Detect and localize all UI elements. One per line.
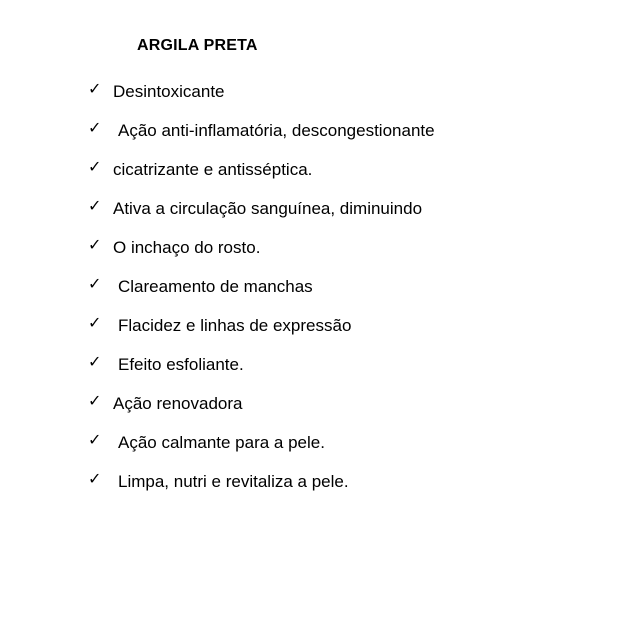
checkmark-icon: ✓	[88, 273, 102, 293]
document-title: ARGILA PRETA	[137, 37, 258, 54]
list-item	[88, 150, 435, 189]
list-item-label: O inchaço do rosto.	[113, 237, 261, 257]
list-item-label: Ação anti-inflamatória, descongestionante	[118, 120, 435, 140]
checkmark-icon: ✓	[88, 156, 102, 176]
list-item	[88, 462, 435, 501]
list-item-label: cicatrizante e antisséptica.	[113, 159, 313, 179]
list-item	[88, 423, 435, 462]
checkmark-icon: ✓	[88, 312, 102, 332]
list-item	[88, 267, 435, 306]
checkmark-icon: ✓	[88, 468, 102, 488]
list-item-label: Clareamento de manchas	[118, 276, 313, 296]
list-item-label: Efeito esfoliante.	[118, 354, 244, 374]
checkmark-icon: ✓	[88, 78, 102, 98]
benefits-list	[88, 72, 435, 501]
checkmark-icon: ✓	[88, 390, 102, 410]
list-item-label: Flacidez e linhas de expressão	[118, 315, 352, 335]
list-item-label: Ativa a circulação sanguínea, diminuindo	[113, 198, 423, 218]
list-item	[88, 111, 435, 150]
list-item	[88, 72, 435, 111]
checkmark-icon: ✓	[88, 234, 102, 254]
list-item	[88, 306, 435, 345]
list-item	[88, 384, 435, 423]
list-item	[88, 189, 435, 228]
checkmark-icon: ✓	[88, 117, 102, 137]
list-item-label: Desintoxicante	[113, 81, 225, 101]
list-item-label: Ação calmante para a pele.	[118, 432, 325, 452]
checkmark-icon: ✓	[88, 351, 102, 371]
list-item	[88, 345, 435, 384]
checkmark-icon: ✓	[88, 195, 102, 215]
checkmark-icon: ✓	[88, 429, 102, 449]
list-item-label: Limpa, nutri e revitaliza a pele.	[118, 471, 349, 491]
list-item-label: Ação renovadora	[113, 393, 243, 413]
list-item	[88, 228, 435, 267]
